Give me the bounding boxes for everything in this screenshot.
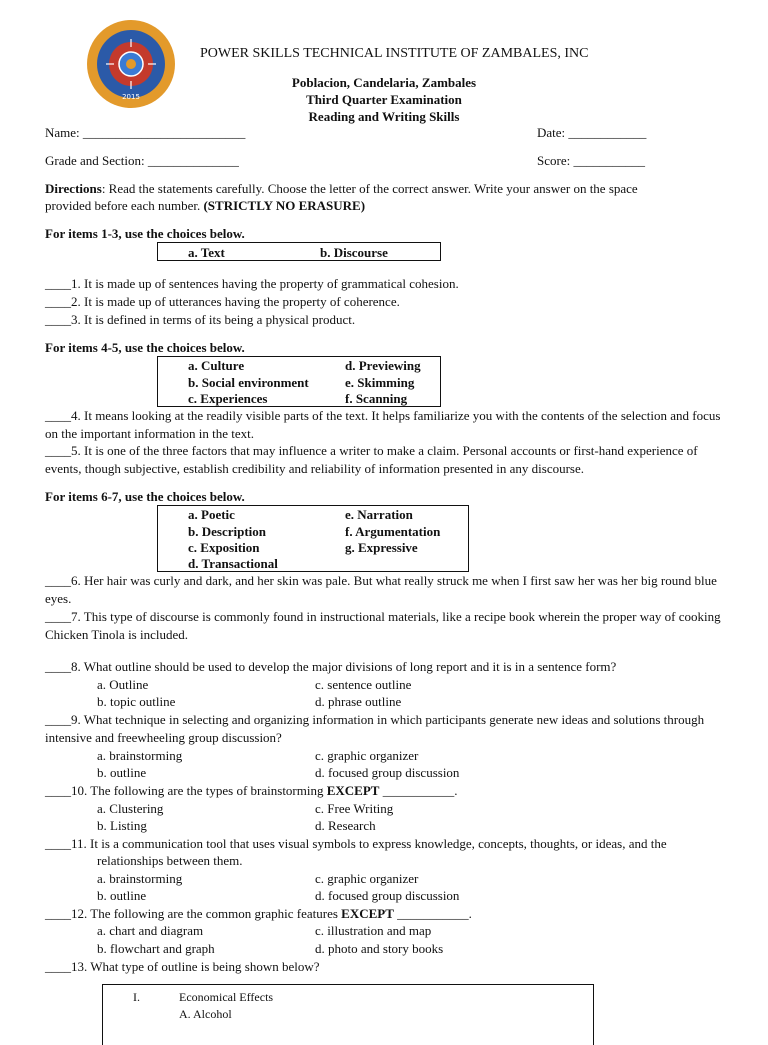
score-field[interactable]: Score: ___________ xyxy=(537,153,645,168)
date-field[interactable]: Date: ____________ xyxy=(537,125,647,140)
item-2: ____2. It is made up of utterances having the property of coherence. xyxy=(45,294,400,309)
group1-heading: For items 1-3, use the choices below. xyxy=(45,226,245,241)
choice-poetic: a. Poetic xyxy=(188,507,235,522)
item-7: ____7. This type of discourse is commonly found in instructional materials, like a recipe book wherein the proper way of cooking Chicken Tinola is included. xyxy=(45,609,721,642)
choice-culture: a. Culture xyxy=(188,358,245,373)
choice-discourse: b. Discourse xyxy=(320,245,388,260)
q9-option-a: a. brainstorming xyxy=(97,748,183,763)
q10-blank: ___________. xyxy=(379,783,458,798)
q10-option-b: b. Listing xyxy=(97,818,147,833)
institute-name: POWER SKILLS TECHNICAL INSTITUTE OF ZAMBALES, INC xyxy=(200,46,589,61)
q12-option-a: a. chart and diagram xyxy=(97,923,204,938)
q10-text: ____10. The following are the types of brainstorming xyxy=(45,783,327,798)
directions-label: Directions xyxy=(45,181,102,196)
q8-option-b: b. topic outline xyxy=(97,694,176,709)
group2-heading: For items 4-5, use the choices below. xyxy=(45,340,245,355)
svg-text:2015: 2015 xyxy=(122,93,140,101)
choice-narration: e. Narration xyxy=(345,507,413,522)
choice-text: a. Text xyxy=(188,245,225,260)
q9-option-b: b. outline xyxy=(97,765,147,780)
subject-title: Reading and Writing Skills xyxy=(308,109,460,124)
q8-option-d: d. phrase outline xyxy=(315,694,402,709)
q10-option-c: c. Free Writing xyxy=(315,801,394,816)
q8-option-a: a. Outline xyxy=(97,677,149,692)
choice-experiences: c. Experiences xyxy=(188,391,268,406)
directions-text2: provided before each number. xyxy=(45,198,204,213)
grade-section-field[interactable]: Grade and Section: ______________ xyxy=(45,153,239,168)
q11-option-a: a. brainstorming xyxy=(97,871,183,886)
group2-choices-box xyxy=(157,356,441,407)
question-8: ____8. What outline should be used to develop the major divisions of long report and it is in a sentence form? xyxy=(45,659,617,674)
choice-scanning: f. Scanning xyxy=(345,391,408,406)
q10-option-a: a. Clustering xyxy=(97,801,164,816)
name-field[interactable]: Name: _________________________ xyxy=(45,125,246,140)
q10-except: EXCEPT xyxy=(326,783,380,798)
item-5: ____5. It is one of the three factors that may influence a writer to make a claim. Personal accounts or first-hand experience of events, though subjective, establish credibility and reliability of information presented in any discourse. xyxy=(45,443,698,476)
item-1: ____1. It is made up of sentences having the property of grammatical cohesion. xyxy=(45,276,459,291)
outline-numeral: I. xyxy=(133,990,140,1004)
group3-choices-box xyxy=(157,505,469,572)
question-13: ____13. What type of outline is being shown below? xyxy=(45,959,320,974)
q11-option-d: d. focused group discussion xyxy=(315,888,460,903)
q9-option-d: d. focused group discussion xyxy=(315,765,460,780)
question-11: ____11. It is a communication tool that uses visual symbols to express knowledge, concepts, thoughts, or ideas, and the xyxy=(45,836,667,851)
exam-title: Third Quarter Examination xyxy=(306,92,462,107)
choice-description: b. Description xyxy=(188,524,266,539)
q8-option-c: c. sentence outline xyxy=(315,677,412,692)
q12-option-b: b. flowchart and graph xyxy=(97,941,215,956)
institute-seal-logo xyxy=(86,19,176,109)
outline-subitem: A. Alcohol xyxy=(179,1007,232,1021)
question-9: ____9. What technique in selecting and organizing information in which participants generate new ideas and solutions through intensive and freewheeling group discussion? xyxy=(45,712,705,745)
choice-transactional: d. Transactional xyxy=(188,556,278,571)
choice-previewing: d. Previewing xyxy=(345,358,421,373)
question-10 xyxy=(45,782,457,800)
item-3: ____3. It is defined in terms of its being a physical product. xyxy=(45,312,356,327)
question-12 xyxy=(45,905,472,923)
q12-except: EXCEPT xyxy=(341,906,394,921)
choice-expressive: g. Expressive xyxy=(345,540,418,555)
q12-blank: ___________. xyxy=(393,906,472,921)
question-11-cont: relationships between them. xyxy=(97,853,243,868)
no-erasure-note: (STRICTLY NO ERASURE) xyxy=(203,198,366,213)
item-4: ____4. It means looking at the readily visible parts of the text. It helps familiarize you with the contents of the selection and focus on the important information in the text. xyxy=(45,408,721,441)
q12-option-c: c. illustration and map xyxy=(315,923,432,938)
choice-argumentation: f. Argumentation xyxy=(345,524,441,539)
group1-choices-box xyxy=(157,242,441,261)
q12-text: ____12. The following are the common graphic features xyxy=(45,906,342,921)
outline-example-box xyxy=(102,984,594,1045)
q12-option-d: d. photo and story books xyxy=(315,941,444,956)
outline-title: Economical Effects xyxy=(179,990,274,1004)
q11-option-b: b. outline xyxy=(97,888,147,903)
choice-exposition: c. Exposition xyxy=(188,540,260,555)
directions-line2 xyxy=(45,197,365,215)
q10-option-d: d. Research xyxy=(315,818,376,833)
group3-heading: For items 6-7, use the choices below. xyxy=(45,489,245,504)
q11-option-c: c. graphic organizer xyxy=(315,871,419,886)
choice-skimming: e. Skimming xyxy=(345,375,415,390)
q9-option-c: c. graphic organizer xyxy=(315,748,419,763)
item-6: ____6. Her hair was curly and dark, and her skin was pale. But what really struck me when I first saw her was her big round blue eyes. xyxy=(45,573,717,606)
directions-text: : Read the statements carefully. Choose the letter of the correct answer. Write your answer on the space xyxy=(101,181,638,196)
choice-social-environment: b. Social environment xyxy=(188,375,309,390)
school-address: Poblacion, Candelaria, Zambales xyxy=(291,75,477,90)
directions-line1 xyxy=(45,180,638,198)
